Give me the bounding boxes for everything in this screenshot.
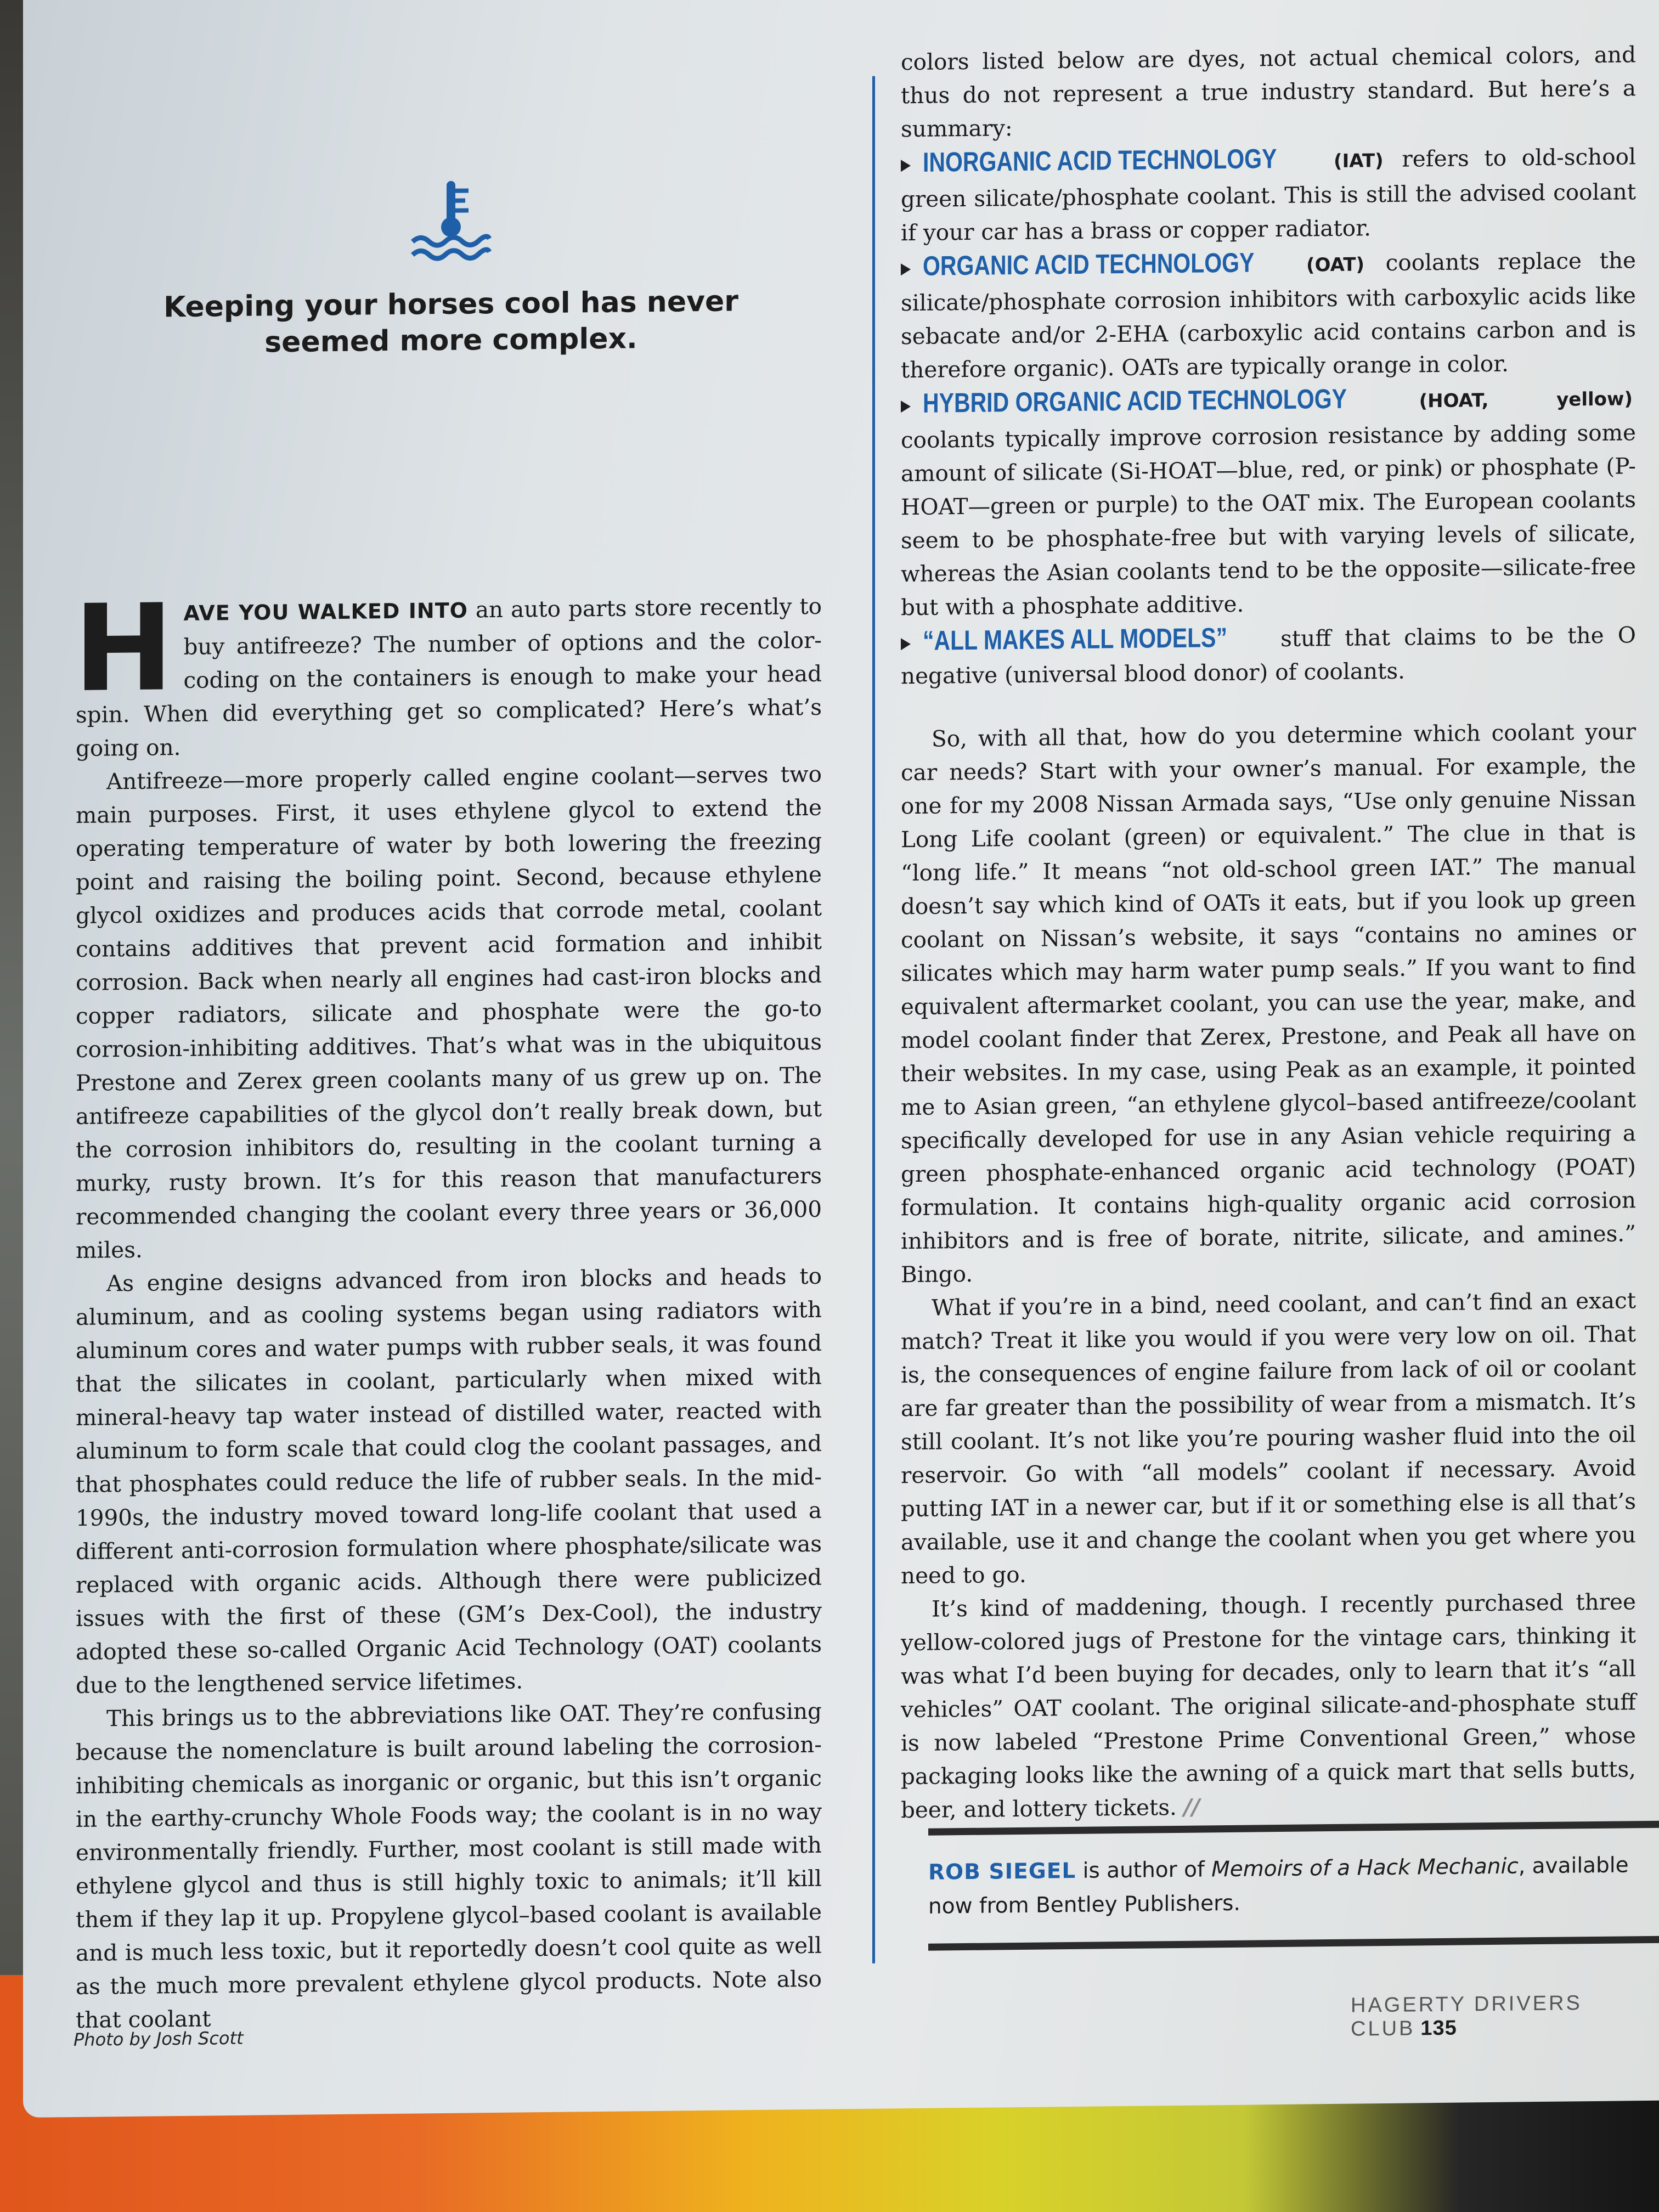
lead-in: AVE YOU WALKED INTO [183, 598, 468, 625]
deck-headline: Keeping your horses cool has never seemed more complex. [163, 285, 738, 359]
end-mark: // [1183, 1793, 1200, 1820]
author-name: ROB SIEGEL [928, 1858, 1076, 1885]
publication-name: HAGERTY DRIVERS CLUB [1351, 1991, 1582, 2041]
triangle-bullet-icon [901, 638, 911, 650]
bullet-item [901, 242, 1636, 387]
bullet-abbr: (IAT) [1334, 150, 1384, 172]
paragraph: What if you’re in a bind, need coolant, and can’t find an exact match? Treat it like you would if you were very low on oil. That is, the consequences of engine failure from lack of oil or coolant are far greater than the possibility of wear from a mismatch. It’s still coolant. It’s not like you’re pouring washer fluid into the oil reservoir. Go with “all models” coolant if necessary. Avoid putting IAT in a newer car, but if it or something else is all that’s available, use it and change the coolant when you get where you need to go. [901, 1287, 1636, 1589]
bullet-term: INORGANIC ACID TECHNOLOGY [923, 143, 1277, 178]
paragraph: As engine designs advanced from iron blocks and heads to aluminum, and as cooling systems began using radiators with aluminum cores and water pumps with rubber seals, it was found that the silicates in coolant, particularly when mixed with mineral-heavy tap water instead of distilled water, reacted with aluminum to form scale that could clog the coolant passages, and that phosphates could reduce the life of rubber seals. In the mid-1990s, the industry moved toward long-life coolant that used a different anti-corrosion formulation where phosphate/silicate was replaced with organic acids. Although there were publicized issues with the first of these (GM’s Dex-Cool), the industry adopted these so-called Organic Acid Technology (OAT) coolants due to the lengthened service lifetimes. [76, 1262, 822, 1699]
bullet-item [901, 379, 1636, 624]
photo-credit: Photo by Josh Scott [74, 2027, 244, 2051]
bio-rule-bottom [928, 1936, 1659, 1951]
paragraph: colors listed below are dyes, not actual chemical colors, and thus do not represent a true industry standard. But here’s a summary: [901, 41, 1636, 143]
bullet-term: “ALL MAKES ALL MODELS” [923, 622, 1228, 656]
book-title: Memoirs of a Hack Mechanic [1211, 1854, 1519, 1882]
triangle-bullet-icon [901, 263, 911, 275]
triangle-bullet-icon [901, 160, 911, 172]
right-column [901, 38, 1636, 1827]
bullet-abbr: (HOAT, yellow) [1419, 388, 1633, 413]
bullet-abbr: (OAT) [1306, 253, 1364, 276]
page-number: 135 [1420, 2016, 1457, 2040]
triangle-bullet-icon [901, 400, 911, 413]
coolant-temperature-icon [407, 176, 495, 265]
bio-text: , available now from Bentley Publishers. [928, 1853, 1629, 1919]
bullet-text: refers to old-school green silicate/phosphate coolant. This is still the advised coolant if your car has a brass or copper radiator. [901, 143, 1636, 246]
paragraph-text: It’s kind of maddening, though. I recently purchased three yellow-colored jugs of Prestone for the vintage cars, thinking it was what I’d been buying for decades, only to learn that it’s “all vehicles” OAT coolant. The original silicate-and-phosphate stuff is now labeled “Prestone Prime Conventional Green,” whose packaging looks like the awning of a quick mart that sells butts, beer, and lottery tickets. [901, 1588, 1636, 1824]
paragraph: So, with all that, how do you determine which coolant your car needs? Start with your owner’s manual. For example, the one for my 2008 Nissan Armada says, “Use only genuine Nissan Long Life coolant (green) or equivalent.” The clue in that is “long life.” It means “not old-school green IAT.” The manual doesn’t say which kind of OATs it eats, but if you look up green coolant on Nissan’s website, it says “contains no amines or silicates which may harm water pump seals.” If you want to find equivalent aftermarket coolant, you can use the year, make, and model coolant finder that Zerex, Prestone, and Peak all have on their websites. In my case, using Peak as an example, it pointed me to Asian green, “an ethylene glycol–based antifreeze/coolant specifically developed for use in any Asian vehicle requiring a green phosphate-enhanced organic acid technology (POAT) formulation. It contains high-quality organic acid corrosion inhibitors and is free of borate, nitrite, silicate, and amines.” Bingo. [901, 718, 1636, 1288]
bio-text: is author of [1076, 1857, 1212, 1883]
opening-paragraph [74, 579, 822, 765]
bullet-term: ORGANIC ACID TECHNOLOGY [923, 247, 1255, 281]
bullet-text: coolants replace the silicate/phosphate corrosion inhibitors with carboxylic acids like sebacate and/or 2-EHA (carboxylic acid contains carbon and is therefore organic). OATs are typically orange in color. [901, 247, 1636, 383]
paragraph: Antifreeze—more properly called engine coolant—serves two main purposes. First, it uses ethylene glycol to extend the operating temperature of water by both lowering the freezing point and raising the boiling point. Second, because ethylene glycol oxidizes and produces acids that corrode metal, coolant contains additives that prevent acid formation and inhibit corrosion. Back when nearly all engines had cast-iron blocks and copper radiators, silicate and phosphate were the go-to corrosion-inhibiting additives. That’s what was in the ubiquitous Prestone and Zerex green coolants many of us grew up on. The antifreeze capabilities of the glycol don’t really break down, but the corrosion inhibitors do, resulting in the coolant turning a murky, rusty brown. It’s for this reason that manufacturers recommended changing the coolant every three years or 36,000 miles. [76, 760, 822, 1263]
bullet-item [901, 138, 1636, 250]
magazine-page [23, 0, 1659, 2118]
paragraph [901, 1585, 1636, 1827]
bullet-text: coolants typically improve corrosion resistance by adding some amount of silicate (Si-HOAT—blue, red, or pink) or phosphate (P-HOAT—green or purple) to the OAT mix. The European coolants seem to be phosphate-free but with varying levels of silicate, whereas the Asian coolants tend to be the opposite—silicate-free but with a phosphate additive. [901, 419, 1636, 621]
paragraph: This brings us to the abbreviations like OAT. They’re confusing because the nomenclature is built around labeling the corrosion-inhibiting chemicals as inorganic or organic, but this isn’t organic in the earthy-crunchy Whole Foods way; the coolant is in no way environmentally friendly. Further, most coolant is still made with ethylene glycol and thus is still highly toxic to animals; it’ll kill them if they lap it up. Propylene glycol–based coolant is available and is much less toxic, but it reportedly doesn’t cool quite as well as the much more prevalent ethylene glycol products. Note also that coolant [76, 1697, 822, 2033]
bullet-item [901, 617, 1636, 693]
column-divider [872, 76, 875, 1963]
author-bio [928, 1848, 1659, 1924]
drop-cap: H [74, 579, 174, 719]
bullet-term: HYBRID ORGANIC ACID TECHNOLOGY [923, 383, 1347, 419]
paragraph-text: an auto parts store recently to buy antifreeze? The number of options and the color-coding on the containers is enough to make your head spin. When did everything get so complicated? Here’s what’s going on. [76, 592, 822, 761]
bullet-text: stuff that claims to be the O negative (universal blood donor) of coolants. [901, 622, 1636, 690]
page-footer [1351, 1991, 1659, 2041]
left-column [74, 579, 822, 2037]
